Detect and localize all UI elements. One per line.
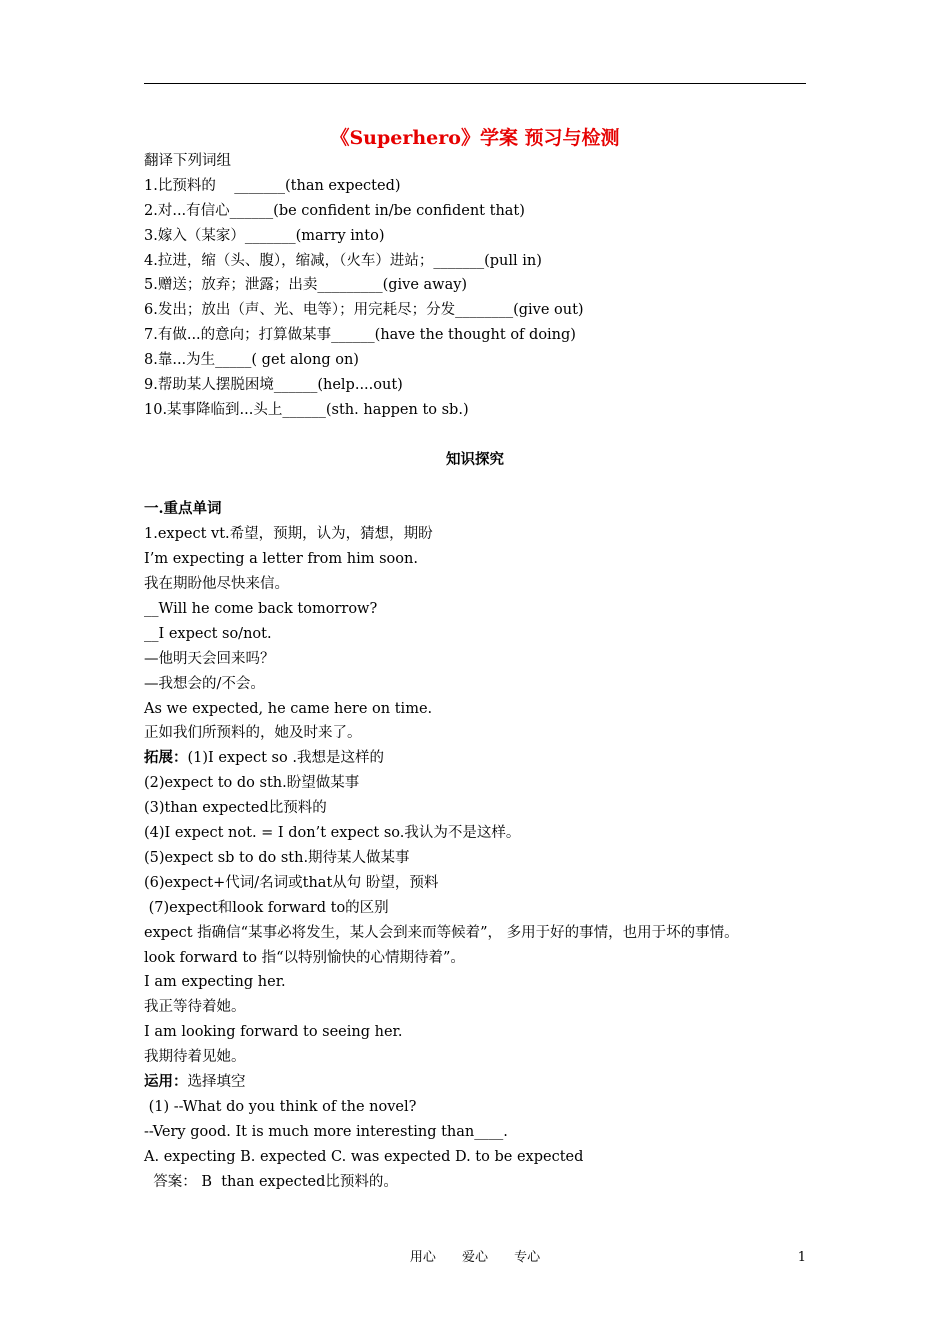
text-line: (7)expect和look forward to的区别 xyxy=(144,899,389,916)
list-item: 10.某事降临到...头上______(sth. happen to sb.) xyxy=(144,401,469,418)
text-line: 我在期盼他尽快来信。 xyxy=(144,576,289,593)
text-line: (3)than expected比预料的 xyxy=(144,800,327,817)
usage-text: 选择填空 xyxy=(187,1073,246,1090)
translate-heading: 翻译下列词组 xyxy=(144,153,231,169)
document-body xyxy=(144,149,806,1194)
list-item: 7.有做...的意向；打算做某事______(have the thought of doing) xyxy=(144,327,576,344)
list-item: 2.对...有信心______(be confident in/be confident that) xyxy=(144,202,525,219)
list-item: 5.赠送；放弃；泄露；出卖_________(give away) xyxy=(144,277,468,294)
header-rule xyxy=(144,83,806,84)
text-line: 正如我们所预料的，她及时来了。 xyxy=(144,725,362,742)
answer-line: 答案： B than expected比预料的。 xyxy=(144,1173,398,1190)
list-item: 9.帮助某人摆脱困境______(help....out) xyxy=(144,377,403,394)
list-item: 3.嫁入（某家）_______(marry into) xyxy=(144,227,385,244)
text-line: (6)expect+代词/名词或that从句 盼望，预料 xyxy=(144,874,439,891)
list-item: 4.拉进，缩（头、腹），缩减，（火车）进站；_______(pull in) xyxy=(144,252,542,269)
extension-label: 拓展： xyxy=(144,749,188,767)
page-title: 《Superhero》学案 预习与检测 xyxy=(330,127,620,149)
text-line: (2)expect to do sth.盼望做某事 xyxy=(144,775,360,792)
expect-note: expect 指确信“某事必将发生，某人会到来而等候着”， 多用于好的事情，也用于坏的事情。 xyxy=(144,924,739,941)
text-line: As we expected, he came here on time. xyxy=(144,700,433,717)
list-item: 1.比预料的 _______(than expected) xyxy=(144,177,401,194)
text-line: --Very good. It is much more interesting than____. xyxy=(144,1123,508,1140)
extension-line xyxy=(144,746,806,771)
text-line: __Will he come back tomorrow? xyxy=(144,601,378,618)
text-line: 1.expect vt.希望，预期，认为，猜想，期盼 xyxy=(144,526,433,543)
list-item: 6.发出；放出（声、光、电等）；用完耗尽；分发________(give out) xyxy=(144,302,584,319)
text-line: look forward to 指“以特别愉快的心情期待着”。 xyxy=(144,949,465,966)
text-line: I am expecting her. xyxy=(144,974,286,991)
knowledge-heading: 知识探究 xyxy=(446,450,504,468)
text-line: —我想会的/不会。 xyxy=(144,675,265,692)
list-item: 8.靠...为生_____( get along on) xyxy=(144,352,359,369)
text-line: __I expect so/not. xyxy=(144,625,272,642)
extension-text: (1)I expect so .我想是这样的 xyxy=(187,750,384,767)
usage-line xyxy=(144,1070,806,1095)
text-line: I am looking forward to seeing her. xyxy=(144,1024,403,1041)
text-line: A. expecting B. expected C. was expected D. to be expected xyxy=(144,1148,584,1165)
footer-motto: 用心 爱心 专心 xyxy=(409,1250,541,1265)
text-line: —他明天会回来吗？ xyxy=(144,650,275,667)
translate-list xyxy=(144,174,806,423)
text-line: 我正等待着她。 xyxy=(144,999,246,1016)
text-line: 我期待着见她。 xyxy=(144,1049,246,1066)
text-line: I’m expecting a letter from him soon. xyxy=(144,551,418,568)
text-line: (5)expect sb to do sth.期待某人做某事 xyxy=(144,849,410,866)
spacer xyxy=(144,423,806,448)
key-words-heading: 一.重点单词 xyxy=(144,500,222,518)
text-line: (4)I expect not. = I don’t expect so.我认为不是这样。 xyxy=(144,825,521,842)
usage-label: 运用： xyxy=(144,1072,188,1090)
text-line: (1) --What do you think of the novel? xyxy=(144,1098,417,1115)
page-number: 1 xyxy=(797,1250,806,1265)
spacer xyxy=(144,473,806,498)
